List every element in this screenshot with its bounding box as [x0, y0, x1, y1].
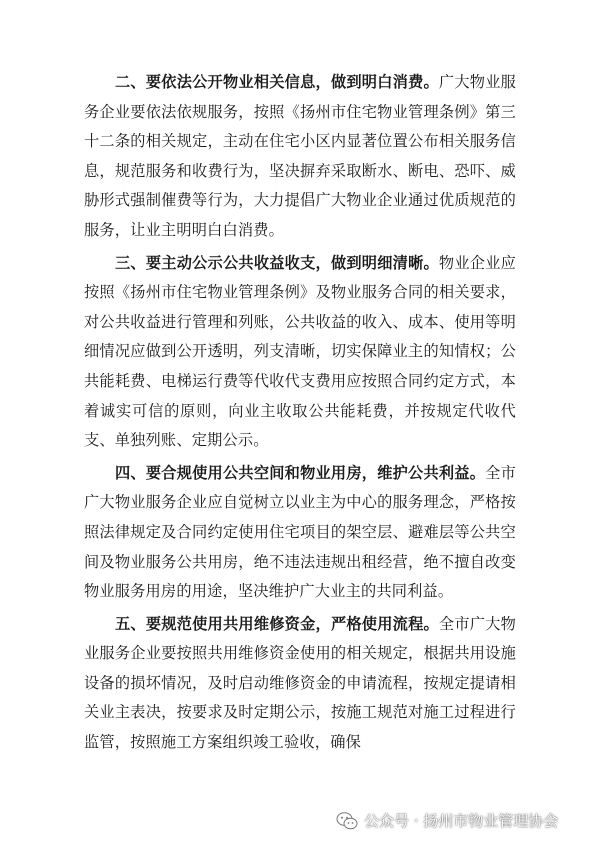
- paragraph-body: 广大物业服务企业要依法依规服务，按照《扬州市住宅物业管理条例》第三十二条的相关规定，主动在住宅小区内显著位置公布相关服务信息，规范服务和收费行为，坚决摒弃采取断水、断电、恐吓、威胁形式强制催费等行为，大力提倡广大物业企业通过优质规范的服务，让业主明明白白消费。: [84, 73, 517, 239]
- paragraph-heading: 五、要规范使用共用维修资金，严格使用流程。: [115, 614, 439, 633]
- paragraph-body: 全市广大物业服务企业应自觉树立以业主为中心的服务理念，严格按照法律规定及合同约定使用住宅项目的架空层、避难层等公共空间及物业服务公共用房，绝不违法违规出租经营，绝不擅自改变物业服务用房的用途，坚决维护广大业主的共同利益。: [84, 463, 516, 601]
- wechat-icon: [336, 811, 358, 831]
- paragraph-4: [84, 459, 516, 607]
- paragraph-body: 物业企业应按照《扬州市住宅物业管理条例》及物业服务合同的相关要求，对公共收益进行管理和列账，公共收益的收入、成本、使用等明细情况应做到公开透明，列支清晰，切实保障业主的知情权；公共能耗费、电梯运行费等代收代支费用应按照合同约定方式，本着诚实可信的原则，向业主收取公共能耗费，并按规定代收代支、单独列账、定期公示。: [84, 253, 517, 450]
- paragraph-3: [84, 249, 516, 456]
- document-page: [84, 68, 516, 761]
- watermark-text: 公众号 · 扬州市物业管理协会: [364, 812, 559, 830]
- watermark: [336, 810, 558, 831]
- paragraph-heading: 三、要主动公示公共收益收支，做到明细清晰。: [115, 253, 439, 272]
- paragraph-heading: 二、要依法公开物业相关信息，做到明白消费。: [115, 73, 439, 91]
- paragraph-heading: 四、要合规使用公共空间和物业用房，维护公共利益。: [115, 463, 486, 482]
- paragraph-2: [84, 68, 516, 246]
- paragraph-5: [84, 610, 516, 758]
- paragraph-body: 全市广大物业服务企业要按照共用维修资金使用的相关规定，根据共用设施设备的损坏情况，及时启动维修资金的申请流程，按规定提请相关业主表决，按要求及时定期公示，按施工规范对施工过程进行监管，按照施工方案组织竣工验收，确保: [84, 614, 517, 752]
